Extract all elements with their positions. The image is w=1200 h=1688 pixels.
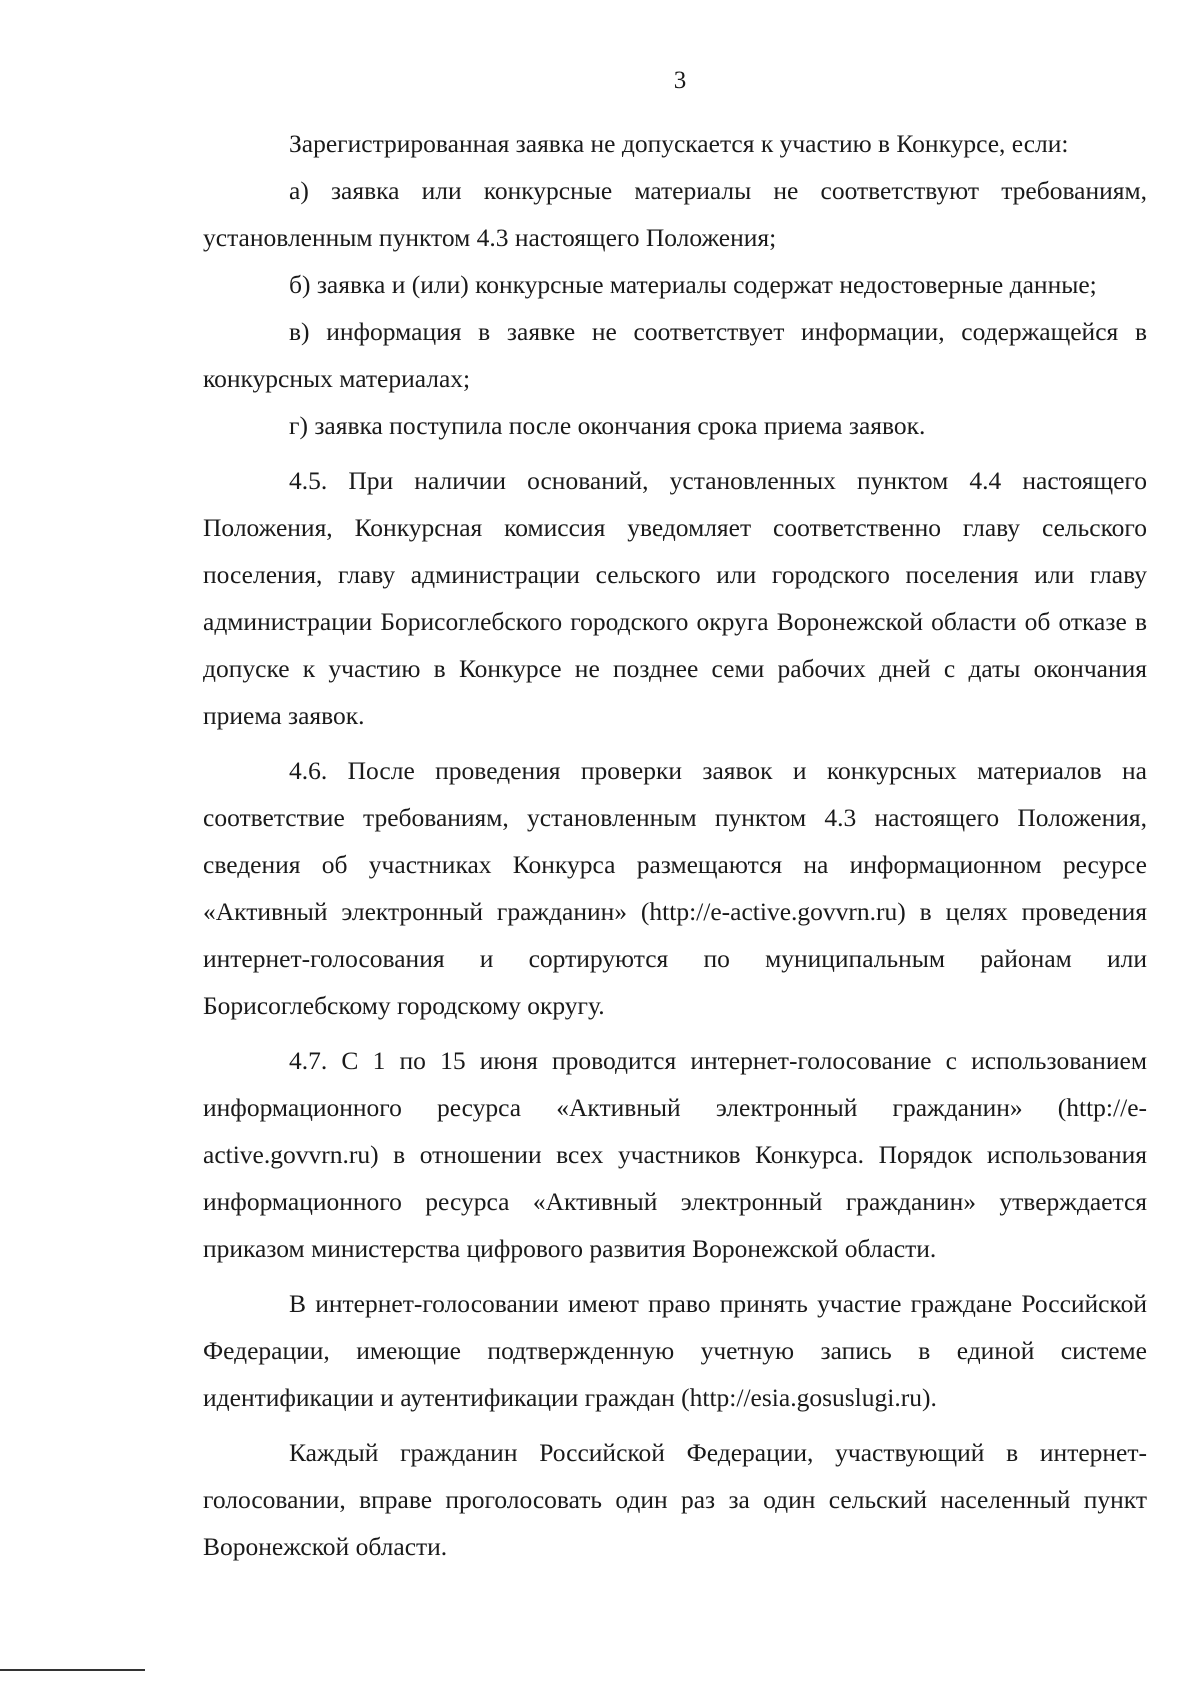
document-body xyxy=(203,120,1147,1570)
paragraph-4-6: 4.6. После проведения проверки заявок и конкурсных материалов на соответствие требованиям, установленным пунктом 4.3 настоящего Положения, сведения об участниках Конкурса размещаются на информационном ресурсе «Активный электронный гражданин» (http://e-active.govvrn.ru) в целях проведения интернет-голосования и сортируются по муниципальным районам или Борисоглебскому городскому округу. xyxy=(203,756,1147,1020)
paragraph-4-7: 4.7. С 1 по 15 июня проводится интернет-голосование с использованием информационного ресурса «Активный электронный гражданин» (http://e-active.govvrn.ru) в отношении всех участников Конкурса. Порядок использования информационного ресурса «Активный электронный гражданин» утверждается приказом министерства цифрового развития Воронежской области. xyxy=(203,1046,1147,1263)
paragraph-rejection-b: б) заявка и (или) конкурсные материалы содержат недостоверные данные; xyxy=(289,270,1097,299)
paragraph-voting-limit: Каждый гражданин Российской Федерации, участвующий в интернет-голосовании, вправе проголосовать один раз за один сельский населенный пункт Воронежской области. xyxy=(203,1438,1147,1561)
paragraph-rejection-intro: Зарегистрированная заявка не допускается к участию в Конкурсе, если: xyxy=(289,129,1069,158)
paragraph-rejection-a: а) заявка или конкурсные материалы не соответствуют требованиям, установленным пунктом 4.3 настоящего Положения; xyxy=(203,176,1147,252)
page-number: 3 xyxy=(673,67,687,94)
paragraph-rejection-c: в) информация в заявке не соответствует информации, содержащейся в конкурсных материалах; xyxy=(203,317,1147,393)
footnote-divider xyxy=(0,1669,145,1671)
paragraph-voting-eligibility: В интернет-голосовании имеют право принять участие граждане Российской Федерации, имеющие подтвержденную учетную запись в единой системе идентификации и аутентификации граждан (http://esia.gosuslugi.ru). xyxy=(203,1289,1147,1412)
paragraph-4-5: 4.5. При наличии оснований, установленных пунктом 4.4 настоящего Положения, Конкурсная комиссия уведомляет соответственно главу сельского поселения, главу администрации сельского или городского поселения или главу администрации Борисоглебского городского округа Воронежской области об отказе в допуске к участию в Конкурсе не позднее семи рабочих дней с даты окончания приема заявок. xyxy=(203,466,1147,730)
paragraph-rejection-d: г) заявка поступила после окончания срока приема заявок. xyxy=(289,411,926,440)
